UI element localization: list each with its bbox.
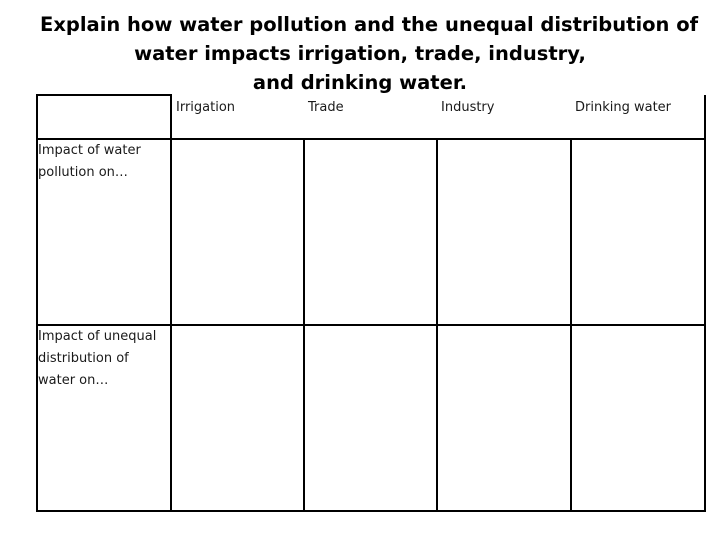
answer-cell-distribution-drinking-water[interactable] — [571, 325, 705, 511]
title-line-1: Explain how water pollution and the unequal distribution of — [40, 13, 699, 36]
row-header-distribution — [37, 325, 171, 511]
title-line-3: and drinking water. — [252, 71, 468, 94]
row-header-line: pollution on… — [38, 165, 128, 180]
worksheet-table — [36, 94, 706, 512]
worksheet-title — [40, 10, 699, 97]
answer-cell-distribution-industry[interactable] — [437, 325, 571, 511]
answer-cell-pollution-trade[interactable] — [304, 139, 437, 325]
title-line-2: water impacts irrigation, trade, industry, — [134, 42, 586, 65]
row-header-line: Impact of unequal — [38, 329, 157, 344]
table-row-pollution — [37, 139, 705, 325]
row-header-pollution — [37, 139, 171, 325]
row-header-line: water on… — [38, 373, 109, 388]
header-row — [37, 95, 705, 139]
row-header-line: Impact of water — [38, 143, 141, 158]
answer-cell-pollution-drinking-water[interactable] — [571, 139, 705, 325]
answer-cell-distribution-trade[interactable] — [304, 325, 437, 511]
table-row-distribution — [37, 325, 705, 511]
answer-cell-pollution-irrigation[interactable] — [171, 139, 304, 325]
row-header-line: distribution of — [38, 351, 129, 366]
column-header-irrigation: Irrigation — [171, 95, 304, 139]
answer-cell-distribution-irrigation[interactable] — [171, 325, 304, 511]
corner-cell — [37, 95, 171, 139]
column-header-trade: Trade — [304, 95, 437, 139]
answer-cell-pollution-industry[interactable] — [437, 139, 571, 325]
column-header-drinking-water: Drinking water — [571, 95, 705, 139]
column-header-industry: Industry — [437, 95, 571, 139]
